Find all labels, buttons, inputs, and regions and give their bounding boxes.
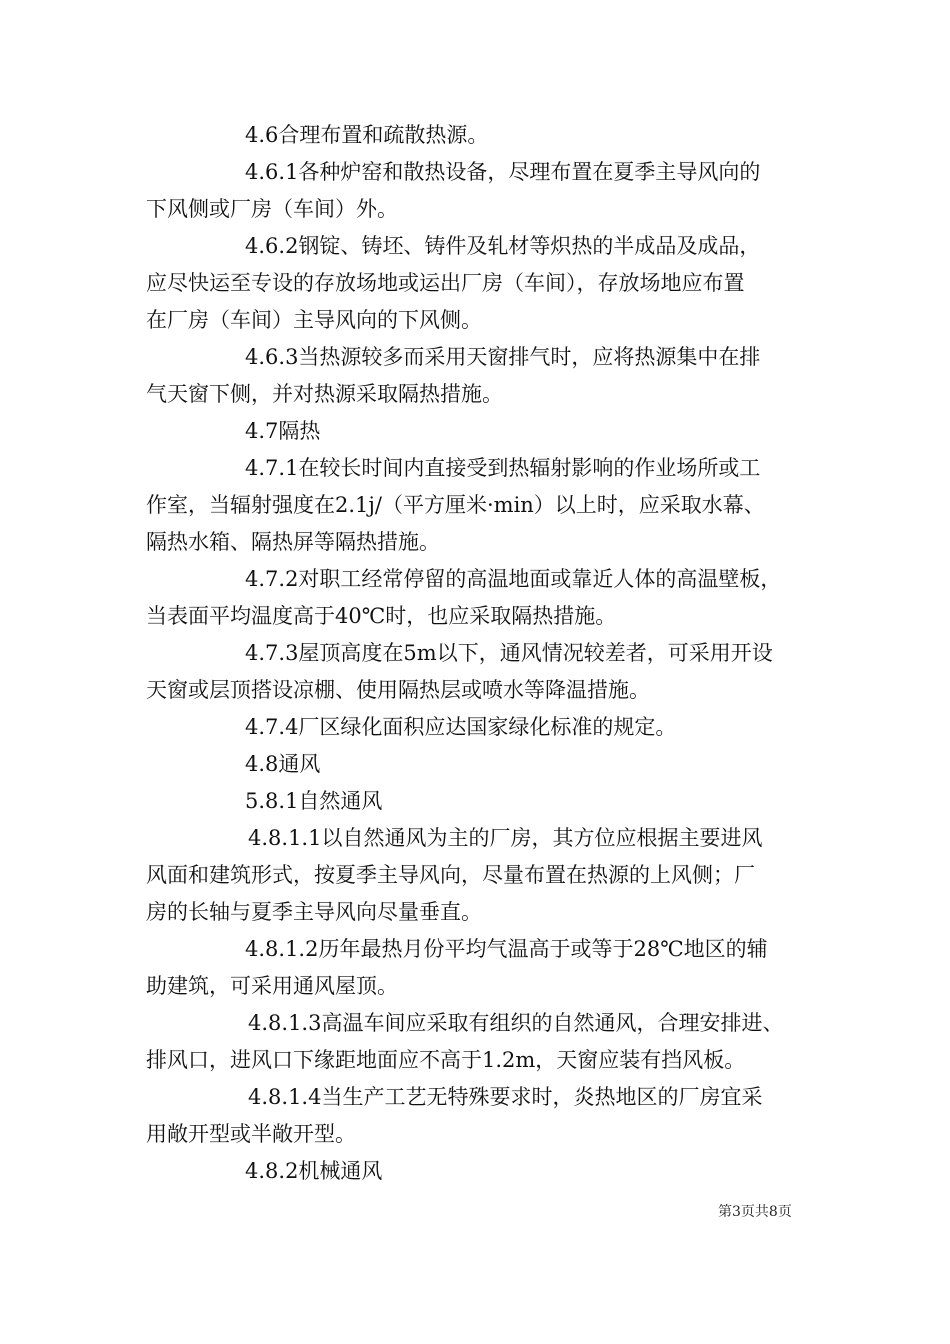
paragraph-line: 在厂房（车间）主导风向的下风侧。 [146, 308, 482, 332]
paragraph-line: 下风侧或厂房（车间）外。 [146, 197, 398, 221]
paragraph-line: 当表面平均温度高于40℃时，也应采取隔热措施。 [146, 604, 617, 628]
paragraph-line: 4.8.1.3高温车间应采取有组织的自然通风，合理安排进、 [248, 1011, 784, 1035]
paragraph-line: 房的长轴与夏季主导风向尽量垂直。 [146, 900, 482, 924]
paragraph-line: 4.8.1.1以自然通风为主的厂房，其方位应根据主要进风 [248, 826, 763, 850]
paragraph-line: 助建筑，可采用通风屋顶。 [146, 974, 398, 998]
paragraph-line: 风面和建筑形式，按夏季主导风向，尽量布置在热源的上风侧；厂 [146, 863, 755, 887]
paragraph-line: 排风口，进风口下缘距地面应不高于1.2m，天窗应装有挡风板。 [146, 1048, 746, 1072]
section-heading: 4.6合理布置和疏散热源。 [245, 123, 489, 147]
paragraph-line: 作室，当辐射强度在2.1j/（平方厘米·min）以上时，应采取水幕、 [146, 493, 765, 517]
subsection-heading: 4.8.2机械通风 [245, 1159, 383, 1183]
paragraph-line: 4.7.1在较长时间内直接受到热辐射影响的作业场所或工 [245, 456, 761, 480]
section-heading: 4.8通风 [245, 752, 321, 776]
paragraph-line: 4.6.3当热源较多而采用天窗排气时，应将热源集中在排 [245, 345, 761, 369]
paragraph-line: 4.6.1各种炉窑和散热设备，尽理布置在夏季主导风向的 [245, 160, 761, 184]
paragraph-line: 4.7.2对职工经常停留的高温地面或靠近人体的高温壁板， [245, 567, 782, 591]
paragraph-line: 气天窗下侧，并对热源采取隔热措施。 [146, 382, 503, 406]
paragraph-line: 4.8.1.4当生产工艺无特殊要求时，炎热地区的厂房宜采 [248, 1085, 763, 1109]
subsection-heading: 5.8.1自然通风 [245, 789, 383, 813]
paragraph-line: 应尽快运至专设的存放场地或运出厂房（车间），存放场地应布置 [146, 271, 745, 295]
paragraph-line: 4.7.4厂区绿化面积应达国家绿化标准的规定。 [245, 715, 677, 739]
page-number: 第3页共8页 [718, 1204, 792, 1220]
paragraph-line: 4.7.3屋顶高度在5m以下，通风情况较差者，可采用开设 [245, 641, 773, 665]
paragraph-line: 隔热水箱、隔热屏等隔热措施。 [146, 530, 440, 554]
paragraph-line: 用敞开型或半敞开型。 [146, 1122, 356, 1146]
paragraph-line: 4.8.1.2历年最热月份平均气温高于或等于28℃地区的辅 [245, 937, 768, 961]
paragraph-line: 天窗或层顶搭设凉棚、使用隔热层或喷水等降温措施。 [146, 678, 650, 702]
section-heading: 4.7隔热 [245, 419, 321, 443]
paragraph-line: 4.6.2钢锭、铸坯、铸件及轧材等炽热的半成品及成品， [245, 234, 761, 258]
